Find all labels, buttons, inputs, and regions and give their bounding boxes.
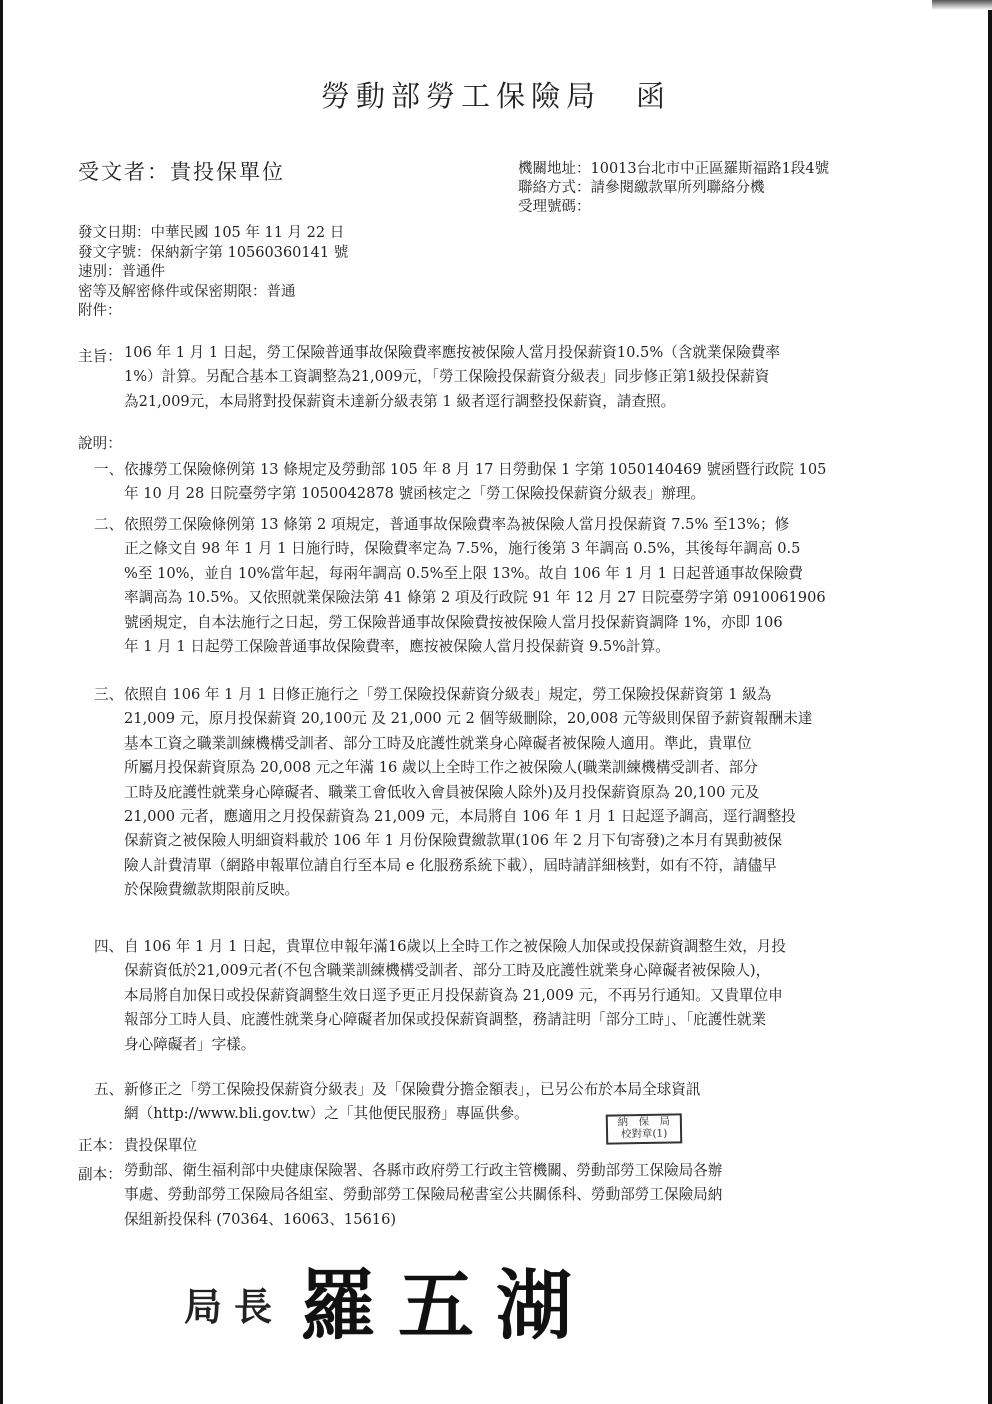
item-line: %至 10%，並自 10%當年起，每兩年調高 0.5%至上限 13%。故自 106 年 1 月 1 日起普通事故保險費 <box>124 564 803 582</box>
item-line: 工時及庇護性就業身心障礙者、職業工會低收入會員被保險人除外)及月投保薪資原為 20,100 元及 <box>124 783 760 801</box>
item-line: 所屬月投保薪資原為 20,008 元之年滿 16 歲以上全時工作之被保險人(職業訓練機構受訓者、部分 <box>124 759 758 777</box>
subject-text <box>124 341 780 414</box>
item-line: 自 106 年 1 月 1 日起，貴單位申報年滿16歲以上全時工作之被保險人加保或投保薪資調整生效，月投 <box>124 938 786 955</box>
item-number: 三、 <box>94 686 124 703</box>
item-number: 二、 <box>94 516 124 533</box>
item-line: 依照自 106 年 1 月 1 日修正施行之「勞工保險投保薪資分級表」規定，勞工保險投保薪資第 1 級為 <box>124 686 772 703</box>
speed: 速別：普通件 <box>78 264 165 280</box>
explanation-item-4 <box>124 935 786 1057</box>
explanation-item-2 <box>124 513 826 659</box>
item-line: 年 10 月 28 日院臺勞字第 1050042878 號函核定之「勞工保險投保薪資分級表」辦理。 <box>124 485 706 503</box>
copies-label: 副本： <box>78 1166 122 1183</box>
original-text: 貴投保單位 <box>124 1137 197 1154</box>
item-line: 保薪資低於21,009元者(不包含職業訓練機構受訓者、部分工時及庇護性就業身心障礙者被保險人)， <box>124 962 771 980</box>
stamp-line: 校對章(1) <box>620 1127 668 1141</box>
item-line: 報部分工時人員、庇護性就業身心障礙者加保或投保薪資調整，務請註明「部分工時」、「庇護性就業 <box>124 1011 767 1029</box>
org-info <box>518 160 829 217</box>
item-line: 21,000 元者，應適用之月投保薪資為 21,009 元，本局將自 106 年 1 月 1 日起逕予調高，逕行調整投 <box>124 808 796 826</box>
document-title: 勞動部勞工保險局 函 <box>320 79 671 113</box>
item-line: 年 1 月 1 日起勞工保險普通事故保險費率，應按被保險人當月投保薪資 9.5%計算。 <box>124 638 670 656</box>
scan-edge-left <box>0 0 3 1404</box>
explanation-item-1 <box>124 458 826 507</box>
copies-line: 勞動部、衛生福利部中央健康保險署、各縣市政府勞工行政主管機關、勞動部勞工保險局各辦 <box>124 1162 723 1179</box>
attachment: 附件： <box>78 303 122 319</box>
director-title: 局長 <box>184 1284 285 1329</box>
item-number: 一、 <box>94 461 124 478</box>
copies-line: 事處、勞動部勞工保險局各組室、勞動部勞工保險局秘書室公共關係科、勞動部勞工保險局納 <box>124 1186 723 1204</box>
org-address: 機關地址：10013台北市中正區羅斯福路1段4號 <box>518 161 830 177</box>
item-number: 五、 <box>94 1081 124 1098</box>
original-label: 正本： <box>78 1137 122 1154</box>
item-line: 網（http://www.bli.gov.tw）之「其他便民服務」專區供參。 <box>124 1105 529 1123</box>
document-meta <box>78 224 348 322</box>
explanation-item-3 <box>124 683 812 903</box>
item-line: 21,009 元，原月投保薪資 20,100元 及 21,000 元 2 個等級刪除，20,008 元等級則保留予薪資報酬未達 <box>124 710 813 728</box>
scan-edge-right <box>988 0 992 1404</box>
item-line: 於保險費繳款期限前反映。 <box>124 881 300 899</box>
subject-label: 主旨： <box>78 348 122 365</box>
item-line: 號函規定，自本法施行之日起，勞工保險普通事故保險費按被保險人當月投保薪資調降 1%，亦即 106 <box>124 613 783 631</box>
proofread-stamp <box>606 1113 683 1144</box>
subject-line: 為21,009元，本局將對投保薪資未達新分級表第 1 級者逕行調整投保薪資，請查照。 <box>124 392 676 410</box>
issue-date: 發文日期：中華民國 105 年 11 月 22 日 <box>78 225 345 241</box>
item-line: 險人計費清單（網路申報單位請自行至本局 e 化服務系統下載），屆時請詳細核對，如有不符，請儘早 <box>124 856 777 874</box>
subject-line: 106 年 1 月 1 日起，勞工保險普通事故保險費率應按被保險人當月投保薪資10.5%（含就業保險費率 <box>124 344 780 361</box>
copies-line: 保組新投保科 (70364、16063、15616) <box>124 1210 397 1228</box>
item-line: 新修正之「勞工保險投保薪資分級表」及「保險費分擔金額表」，已另公布於本局全球資訊 <box>124 1081 701 1098</box>
item-number: 四、 <box>94 938 124 955</box>
secrecy: 密等及解密條件或保密期限：普通 <box>78 283 296 300</box>
scan-top-shadow <box>932 0 992 10</box>
stamp-line: 納 保 局 <box>617 1115 671 1129</box>
item-line: 本局將自加保日或投保薪資調整生效日逕予更正月投保薪資為 21,009 元，不再另行通知。又貴單位申 <box>124 986 783 1004</box>
doc-number: 發文字號：保納新字第 10560360141 號 <box>78 244 349 261</box>
item-line: 率調高為 10.5%。又依照就業保險法第 41 條第 2 項及行政院 91 年 12 月 27 日院臺勞字第 0910061906 <box>124 589 826 607</box>
item-line: 依據勞工保險條例第 13 條規定及勞動部 105 年 8 月 17 日勞動保 1 字第 1050140469 號函暨行政院 105 <box>124 461 827 478</box>
item-line: 依照勞工保險條例第 13 條第 2 項規定，普通事故保險費率為被保險人當月投保薪資 7.5% 至13%；修 <box>124 516 790 533</box>
item-line: 保薪資之被保險人明細資料載於 106 年 1 月份保險費繳款單(106 年 2 月下旬寄發)之本月有異動被保 <box>124 832 783 850</box>
copies-text <box>124 1159 722 1232</box>
director-signature: 羅五湖 <box>300 1261 594 1350</box>
item-line: 基本工資之職業訓練機構受訓者、部分工時及庇護性就業身心障礙者被保險人適用。準此，貴單位 <box>124 734 752 752</box>
explanation-label: 說明： <box>78 435 122 452</box>
org-contact: 聯絡方式：請參閱繳款單所列聯絡分機 <box>518 180 765 196</box>
item-line: 正之條文自 98 年 1 月 1 日施行時，保險費率定為 7.5%，施行後第 3 年調高 0.5%，其後每年調高 0.5 <box>124 540 801 558</box>
subject-line: 1%）計算。另配合基本工資調整為21,009元，「勞工保險投保薪資分級表」同步修正第1級投保薪資 <box>124 368 770 386</box>
recipient: 受文者：貴投保單位 <box>78 160 285 184</box>
item-line: 身心障礙者」字樣。 <box>124 1035 256 1053</box>
org-case-no: 受理號碼： <box>518 199 591 215</box>
